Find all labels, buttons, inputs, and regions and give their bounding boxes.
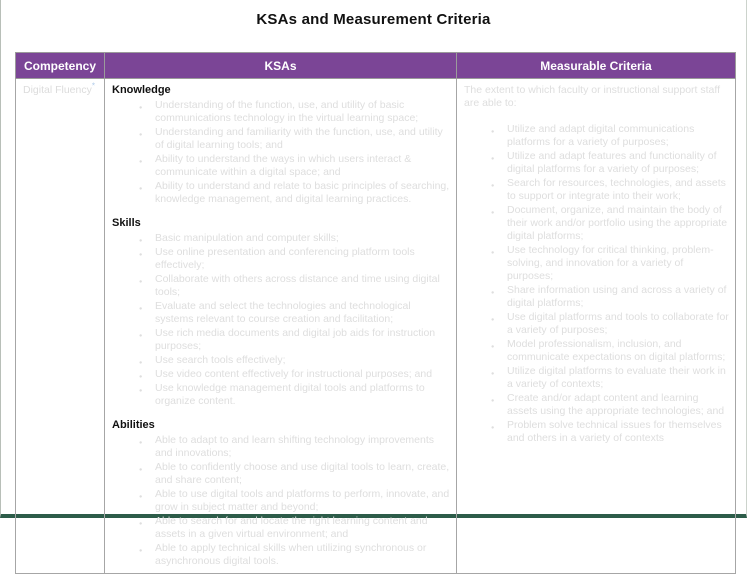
ksas-section-knowledge — [112, 84, 450, 206]
list-item: ● Use online presentation and conferencing platform tools effectively; — [155, 246, 450, 272]
ksas-section-abilities — [112, 419, 450, 568]
table-row — [16, 79, 736, 574]
competency-footnote-mark: * — [91, 81, 95, 91]
list-item: ● Create and/or adapt content and learning assets using the appropriate technologies; and — [507, 392, 729, 418]
list-item: ● Model professionalism, inclusion, and communicate expectations on digital platforms; — [507, 338, 729, 364]
list-item: ● Able to use digital tools and platforms to perform, innovate, and grow in subject matter and beyond; — [155, 488, 450, 514]
list-item: ● Ability to understand the ways in which users interact & communicate within a digital space; and — [155, 153, 450, 179]
page-title: KSAs and Measurement Criteria — [256, 11, 491, 28]
list-item: ● Able to confidently choose and use digital tools to learn, create, and share content; — [155, 461, 450, 487]
ksa-table — [15, 52, 736, 574]
header-measurable-criteria: Measurable Criteria — [457, 53, 736, 79]
list-item: ● Evaluate and select the technologies and technological systems relevant to course creation and facilitation; — [155, 300, 450, 326]
list-item: ● Ability to understand and relate to basic principles of searching, knowledge management, and digital learning practices. — [155, 180, 450, 206]
abilities-heading: Abilities — [112, 419, 155, 431]
list-item: ● Able to apply technical skills when utilizing synchronous or asynchronous digital tools. — [155, 542, 450, 568]
list-item: ● Use digital platforms and tools to collaborate for a variety of purposes; — [507, 311, 729, 337]
skills-list — [112, 232, 450, 408]
measurable-intro: The extent to which faculty or instructional support staff are able to: — [464, 84, 721, 109]
list-item: ● Use knowledge management digital tools and platforms to organize content. — [155, 382, 450, 408]
list-item: ● Basic manipulation and computer skills; — [155, 232, 450, 245]
list-item: ● Search for resources, technologies, and assets to support or integrate into their work; — [507, 177, 729, 203]
list-item: ● Utilize and adapt digital communications platforms for a variety of purposes; — [507, 123, 729, 149]
list-item: ● Problem solve technical issues for themselves and others in a variety of contexts — [507, 419, 729, 445]
list-item: ● Use technology for critical thinking, problem-solving, and innovation for a variety of purposes; — [507, 244, 729, 283]
list-item: ● Utilize digital platforms to evaluate their work in a variety of contexts; — [507, 365, 729, 391]
list-item: ● Document, organize, and maintain the body of their work and/or portfolio using the appropriate digital platforms; — [507, 204, 729, 243]
list-item: ● Utilize and adapt features and functionality of digital platforms for a variety of purposes; — [507, 150, 729, 176]
ksas-section-skills — [112, 217, 450, 408]
ksas-cell — [105, 79, 457, 574]
list-item: ● Collaborate with others across distance and time using digital tools; — [155, 273, 450, 299]
list-item: ● Able to adapt to and learn shifting technology improvements and innovations; — [155, 434, 450, 460]
knowledge-heading: Knowledge — [112, 84, 171, 96]
list-item: ● Use search tools effectively; — [155, 354, 450, 367]
list-item: ● Use video content effectively for instructional purposes; and — [155, 368, 450, 381]
competency-cell — [16, 79, 105, 574]
abilities-list — [112, 434, 450, 568]
skills-heading: Skills — [112, 217, 141, 229]
list-item: ● Use rich media documents and digital job aids for instruction purposes; — [155, 327, 450, 353]
knowledge-list — [112, 99, 450, 206]
header-competency: Competency — [16, 53, 105, 79]
measurable-criteria-cell — [457, 79, 736, 574]
list-item: ● Able to search for and locate the right learning content and assets in a given virtual environment; and — [155, 515, 450, 541]
header-row — [16, 53, 736, 79]
competency-name: Digital Fluency — [23, 84, 92, 96]
list-item: ● Share information using and across a variety of digital platforms; — [507, 284, 729, 310]
list-item: ● Understanding of the function, use, and utility of basic communications technology in the virtual learning space; — [155, 99, 450, 125]
list-item: ● Understanding and familiarity with the function, use, and utility of digital learning tools; and — [155, 126, 450, 152]
header-ksas: KSAs — [105, 53, 457, 79]
measurable-list — [464, 123, 729, 445]
